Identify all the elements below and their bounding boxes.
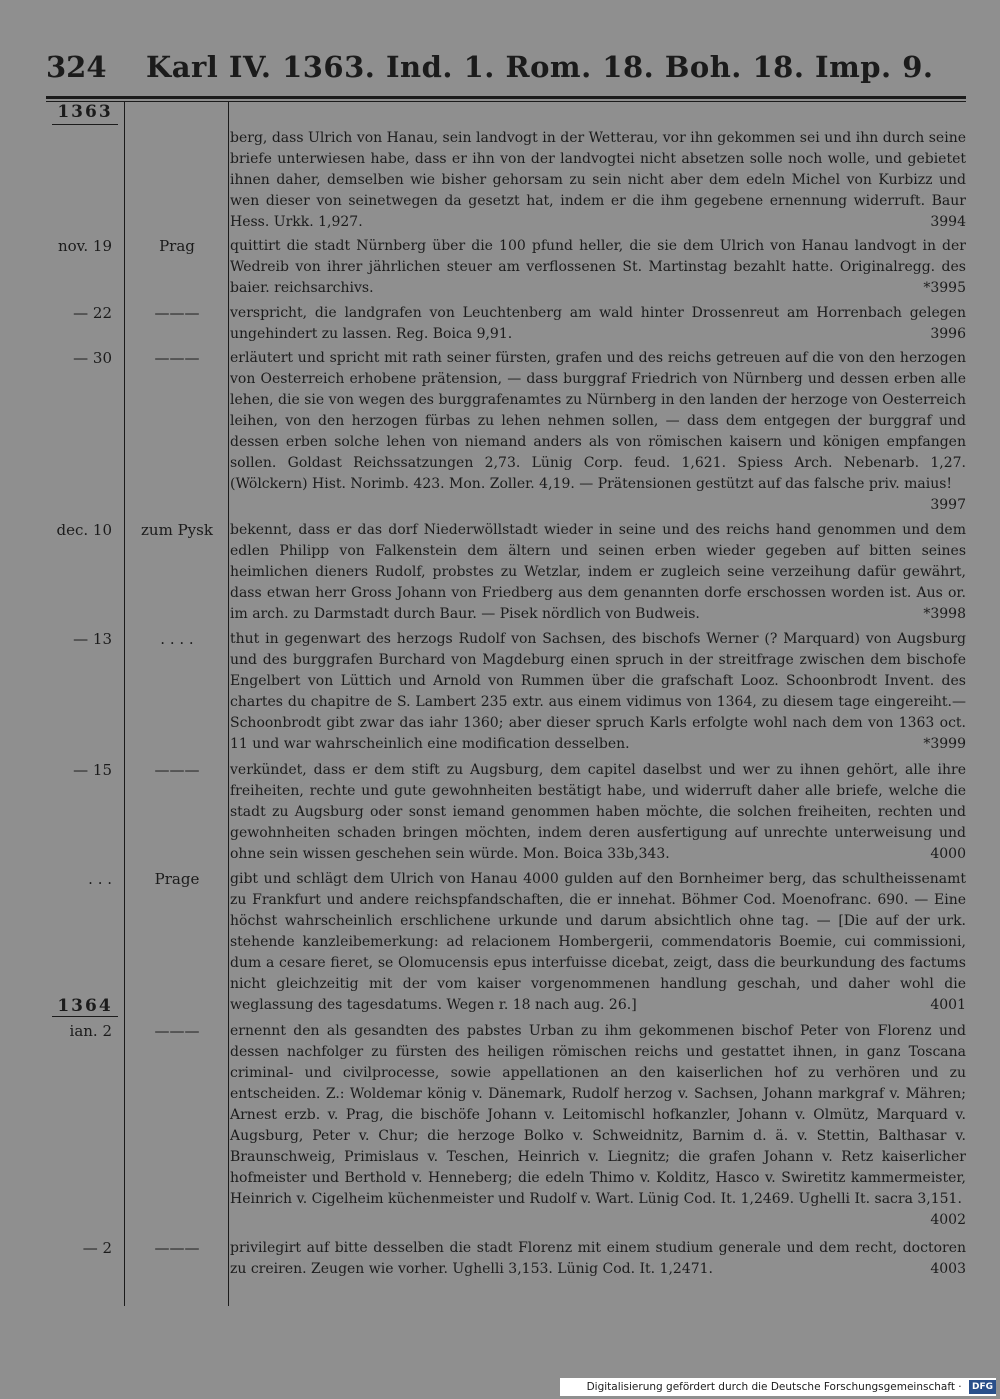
entry-text bbox=[230, 128, 966, 233]
entry-date: nov. 19 bbox=[57, 237, 112, 255]
running-title: Karl IV. 1363. Ind. 1. Rom. 18. Boh. 18. Imp. 9. bbox=[146, 50, 934, 84]
entry-text bbox=[230, 236, 966, 299]
entry-place: ——— bbox=[154, 349, 200, 367]
entry-place: ——— bbox=[154, 761, 200, 779]
entry-number: 4000 bbox=[930, 846, 966, 862]
entry-place: ——— bbox=[154, 1022, 200, 1040]
header-rule-thick bbox=[46, 96, 966, 99]
entry-body: verkündet, dass er dem stift zu Augsburg, dem capitel daselbst und wer zu ihnen gehört, alle ihre freiheiten, rechte und gute gewohnheiten bestätigt habe, und widerruft daher alle briefe, welche die stadt zu Augsburg oder sonst iemand genommen haben möchte, die solchen freiheiten, rechten und gewohnheiten schaden bringen möchten, indem deren ausfertigung auf unrechte unterweisung und ohne sein wissen geschehen sein würde. Mon. Boica 33b,343. bbox=[230, 762, 966, 862]
entry-place: Prage bbox=[154, 870, 200, 888]
entry-number: 4003 bbox=[930, 1261, 966, 1277]
column-divider-date bbox=[124, 101, 125, 1306]
entry-number: 4002 bbox=[930, 1212, 966, 1228]
entry-number: 3997 bbox=[930, 497, 966, 513]
entry-body: privilegirt auf bitte desselben die stadt Florenz mit einem studium generale und dem recht, doctoren zu creiren. Zeugen wie vorher. Ughelli 3,153. Lünig Cod. It. 1,2471. bbox=[230, 1240, 966, 1277]
year-marker-1364: 1364 bbox=[52, 996, 118, 1017]
page-number: 324 bbox=[46, 50, 107, 84]
entry-place: ——— bbox=[154, 304, 200, 322]
entry-place: Prag bbox=[159, 237, 195, 255]
entry-date: ian. 2 bbox=[69, 1022, 112, 1040]
entry-place: . . . . bbox=[160, 630, 194, 648]
entry-text bbox=[230, 1021, 966, 1231]
entry-date: — 15 bbox=[73, 761, 112, 779]
entry-number: 3994 bbox=[930, 214, 966, 230]
dfg-logo-icon: DFG bbox=[969, 1380, 996, 1394]
entry-number: *3995 bbox=[923, 280, 966, 296]
entry-body: quittirt die stadt Nürnberg über die 100 pfund heller, die sie dem Ulrich von Hanau landvogt in der Wedreib von ihrer jährlichen steuer am verflossenen St. Martinstag bezahlt hatte. Originalregg. des baier. reichsarchivs. bbox=[230, 238, 966, 296]
entry-text bbox=[230, 348, 966, 516]
entry-body: gibt und schlägt dem Ulrich von Hanau 4000 gulden auf den Bornheimer berg, das schultheissenamt zu Frankfurt und andere reichspfandschaften, die er innehat. Böhmer Cod. Moenofranc. 690. — Eine höchst wahrscheinlich erschlichene urkunde und darum absichtlich ohne tag. — [Die auf der urk. stehende kanzleibemerkung: ad relacionem Hombergerii, commendatoris Boemie, cui commissioni, dum a cesare fieret, se Olomucensis epus interfuisse dicebat, zeigt, dass die beurkundung des factums nicht gleichzeitig mit der vom kaiser vorgenommenen handlung geschah, und daher wohl die weglassung des tagesdatums. Wegen r. 18 nach aug. 26.] bbox=[230, 871, 966, 1013]
page-header bbox=[46, 50, 966, 90]
entry-number: *3998 bbox=[923, 606, 966, 622]
entry-text bbox=[230, 760, 966, 865]
entry-body: ernennt den als gesandten des pabstes Urban zu ihm gekommenen bischof Peter von Florenz und dessen nachfolger zu fürsten des heiligen römischen reichs und gestattet ihnen, in ganz Toscana criminal- und civilprocesse, sowie appellationen an den kaiserlichen hof zu verhören und zu entscheiden. Z.: Woldemar könig v. Dänemark, Rudolf herzog v. Sachsen, Johann markgraf v. Mähren; Arnest erzb. v. Prag, die bischöfe Johann v. Leitomischl hofkanzler, Johann v. Olmütz, Marquard v. Augsburg, Peter v. Chur; die herzoge Bolko v. Schweidnitz, Barnim d. ä. v. Stettin, Balthasar v. Braunschweig, Primislaus v. Teschen, Heinrich v. Liegnitz; die grafen Johann v. Retz kaiserlicher hofmeister und Berthold v. Henneberg; die edeln Thimo v. Kolditz, Hasco v. Swiretitz kammermeister, Heinrich v. Cigelheim küchenmeister und Rudolf v. Wart. Lünig Cod. It. 1,2469. Ughelli It. sacra 3,151. bbox=[230, 1023, 966, 1207]
entry-body: bekennt, dass er das dorf Niederwöllstadt wieder in seine und des reichs hand genommen und dem edlen Philipp von Falkenstein dem ältern und seinen erben wieder gegeben auf bitten seines heimlichen dieners Rudolf, probstes zu Wetzlar, indem er zugleich seine verzeihung dafür gewährt, dass etwan herr Gross Johann von Friedberg aus dem genannten dorfe erschossen worden ist. Aus or. im arch. zu Darmstadt durch Baur. — Pisek nördlich von Budweis. bbox=[230, 522, 966, 622]
entry-text bbox=[230, 303, 966, 345]
entry-text bbox=[230, 629, 966, 755]
entry-date: — 22 bbox=[73, 304, 112, 322]
credit-text: Digitalisierung gefördert durch die Deutsche Forschungsgemeinschaft · bbox=[586, 1381, 962, 1393]
entry-text bbox=[230, 520, 966, 625]
entry-body: verspricht, die landgrafen von Leuchtenberg am wald hinter Drossenreut am Horrenbach gelegen ungehindert zu lassen. Reg. Boica 9,91. bbox=[230, 305, 966, 342]
entry-body: berg, dass Ulrich von Hanau, sein landvogt in der Wetterau, vor ihn gekommen sei und ihn durch seine briefe unterwiesen habe, dass er ihn von der landvogtei nicht absetzen solle noch wolle, und gebietet ihnen daher, demselben wie bisher gehorsam zu sein nicht aber dem edeln Michel von Kurbizz und wen dieser von seinetwegen da gesetzt hat, indem er die ihm gegebene ernennung widerruft. Baur Hess. Urkk. 1,927. bbox=[230, 130, 966, 230]
entry-place: zum Pysk bbox=[141, 521, 213, 539]
entry-body: thut in gegenwart des herzogs Rudolf von Sachsen, des bischofs Werner (? Marquard) von Augsburg und des burggrafen Burchard von Magdeburg einen spruch in der streitfrage zwischen dem bischofe Engelbert von Lüttich und Arnold von Rummen über die grafschaft Looz. Schoonbrodt Invent. des chartes du chapitre de S. Lambert 235 extr. aus einem vidimus von 1364, zu diesem tage eingereiht.— Schoonbrodt gibt zwar das iahr 1360; aber dieser spruch Karls erfolgte wohl nach dem von 1363 oct. 11 und war wahrscheinlich eine modification desselben. bbox=[230, 631, 966, 752]
header-rule-thin bbox=[46, 101, 966, 102]
entry-number: 4001 bbox=[930, 997, 966, 1013]
entry-date: — 2 bbox=[82, 1239, 112, 1257]
entry-place: ——— bbox=[154, 1239, 200, 1257]
entry-date: dec. 10 bbox=[56, 521, 112, 539]
digitization-credit bbox=[560, 1378, 996, 1396]
entry-date: — 13 bbox=[73, 630, 112, 648]
entry-date: — 30 bbox=[73, 349, 112, 367]
entry-date: . . . bbox=[88, 870, 112, 888]
entry-number: 3996 bbox=[930, 326, 966, 342]
entry-number: *3999 bbox=[923, 736, 966, 752]
entry-text bbox=[230, 1238, 966, 1280]
column-divider-place bbox=[228, 101, 229, 1306]
entry-text bbox=[230, 869, 966, 1016]
year-marker-1363: 1363 bbox=[52, 102, 118, 125]
entry-body: erläutert und spricht mit rath seiner fürsten, grafen und des reichs getreuen auf die von den herzogen von Oesterreich erhobene prätension, — dass burggraf Friedrich von Nürnberg und dessen erben alle lehen, die sie von wegen des burggrafenamtes zu Nürnberg in den landen der herzoge von Oesterreich leihen, von den herzogen fürbas zu lehen nehmen sollen, — dass dem entgegen der burggraf und dessen erben solche lehen von niemand anders als von römischen kaisern und königen empfangen sollen. Goldast Reichssatzungen 2,73. Lünig Corp. feud. 1,621. Spiess Arch. Nebenarb. 1,27. (Wölckern) Hist. Norimb. 423. Mon. Zoller. 4,19. — Prätensionen gestützt auf das falsche priv. maius! bbox=[230, 350, 966, 492]
